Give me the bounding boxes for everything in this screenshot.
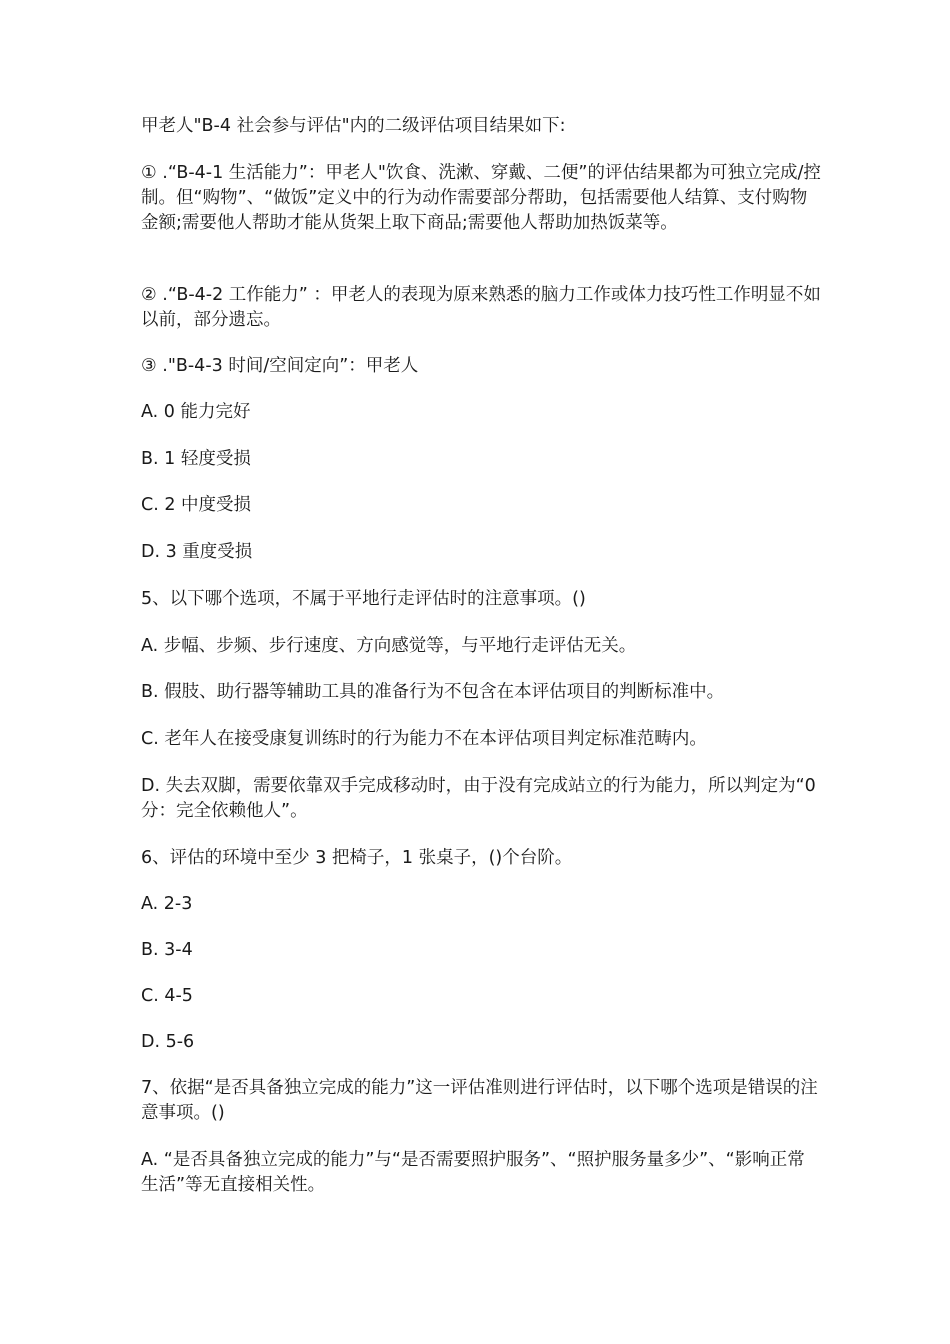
question-6: 6、评估的环境中至少 3 把椅子，1 张桌子，()个台阶。 [141,848,573,868]
question-7: 7、依据“是否具备独立完成的能力”这一评估准则进行评估时，以下哪个选项是错误的注意事项。() [141,1078,818,1123]
q6-option-c: C. 4-5 [141,986,193,1006]
item-1-paragraph: ① .“B-4-1 生活能力”：甲老人"饮食、洗漱、穿戴、二便”的评估结果都为可独立完成/控制。但“购物”、“做饭”定义中的行为动作需要部分帮助，包括需要他人结算、支付购物金额;需要他人帮助才能从货架上取下商品;需要他人帮助加热饭菜等。 [141,163,821,233]
q5-option-b: B. 假肢、助行器等辅助工具的准备行为不包含在本评估项目的判断标准中。 [141,682,725,702]
q4-option-c: C. 2 中度受损 [141,495,252,515]
q4-option-a: A. 0 能力完好 [141,402,251,422]
item-3-paragraph: ③ ."B-4-3 时间/空间定向”：甲老人 [141,356,419,376]
intro-paragraph: 甲老人"B-4 社会参与评估"内的二级评估项目结果如下: [141,116,566,136]
q5-option-d: D. 失去双脚，需要依靠双手完成移动时，由于没有完成站立的行为能力，所以判定为“0 分：完全依赖他人”。 [141,776,816,821]
q4-option-d: D. 3 重度受损 [141,542,253,562]
q7-option-a: A. “是否具备独立完成的能力”与“是否需要照护服务”、“照护服务量多少”、“影响正常生活”等无直接相关性。 [141,1150,805,1195]
q4-option-b: B. 1 轻度受损 [141,449,251,469]
question-5: 5、以下哪个选项，不属于平地行走评估时的注意事项。() [141,589,586,609]
q6-option-b: B. 3-4 [141,940,193,960]
q5-option-a: A. 步幅、步频、步行速度、方向感觉等，与平地行走评估无关。 [141,636,637,656]
q5-option-c: C. 老年人在接受康复训练时的行为能力不在本评估项目判定标准范畴内。 [141,729,707,749]
q6-option-d: D. 5-6 [141,1032,195,1052]
item-2-paragraph: ② .“B-4-2 工作能力” ：甲老人的表现为原来熟悉的脑力工作或体力技巧性工作明显不如以前，部分遗忘。 [141,285,821,330]
q6-option-a: A. 2-3 [141,894,193,914]
